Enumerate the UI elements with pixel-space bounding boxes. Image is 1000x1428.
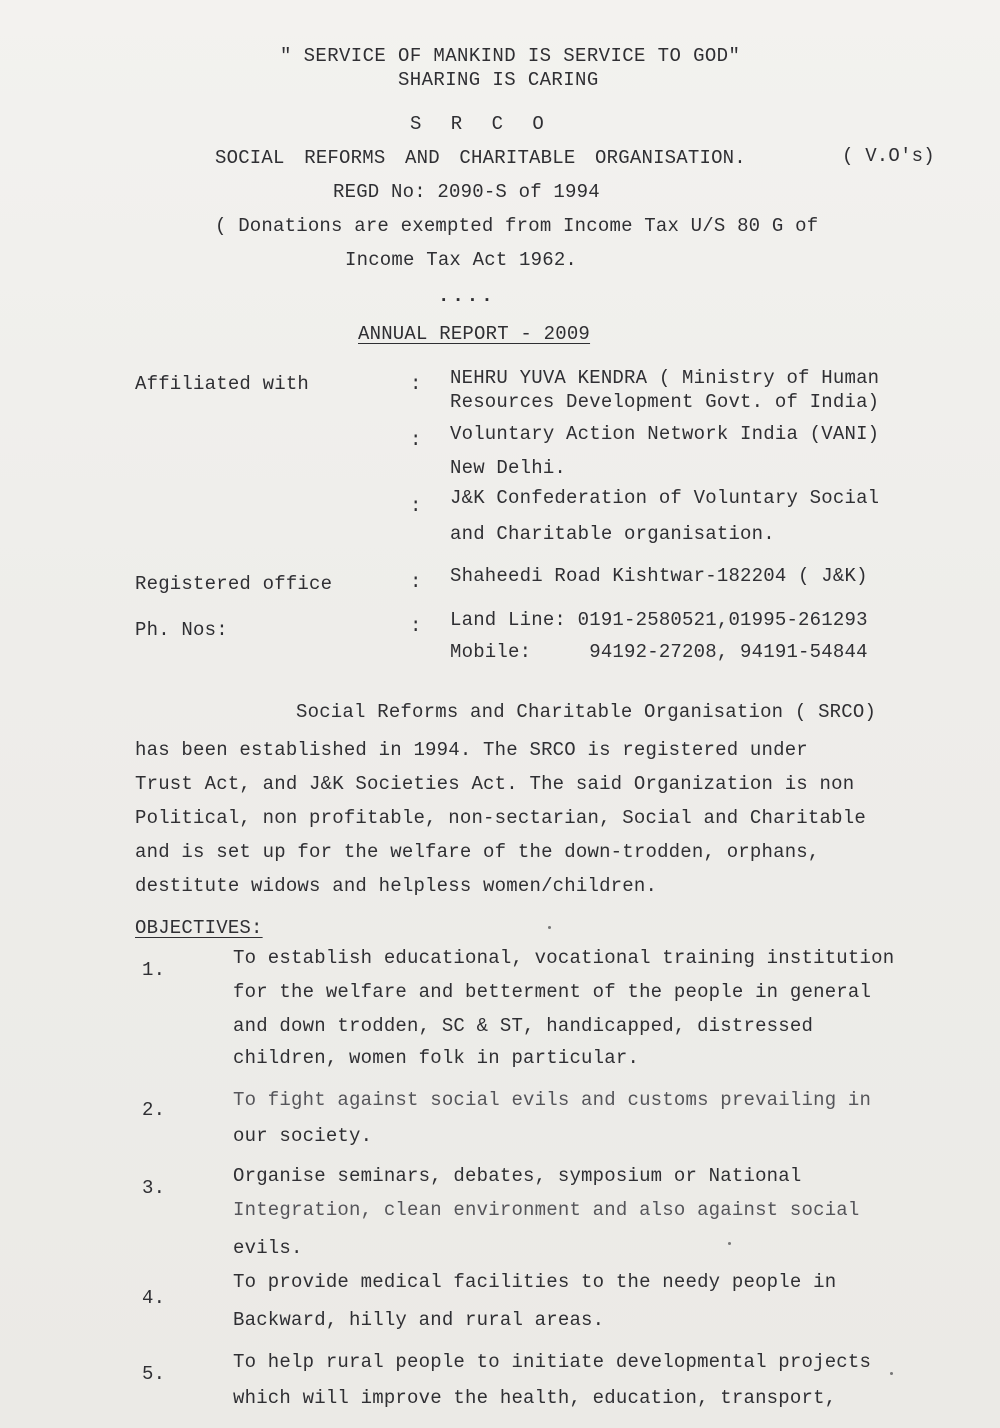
scan-speck (890, 1372, 893, 1375)
affiliation-1-line-1: NEHRU YUVA KENDRA ( Ministry of Human (450, 367, 880, 389)
affiliation-2-line-1: Voluntary Action Network India (VANI) (450, 423, 880, 445)
scan-speck (728, 1242, 731, 1245)
motto: " SERVICE OF MANKIND IS SERVICE TO GOD" (280, 45, 741, 67)
affiliation-2-line-2: New Delhi. (450, 457, 567, 479)
objective-3-line-2: Integration, clean environment and also against social (233, 1199, 860, 1221)
objective-1-line-1: To establish educational, vocational training institution (233, 947, 895, 969)
report-title: ANNUAL REPORT - 2009 (358, 323, 591, 345)
tax-exemption-line-2: Income Tax Act 1962. (345, 249, 578, 271)
affiliated-label: Affiliated with (135, 373, 310, 395)
org-name: SOCIAL REFORMS AND CHARITABLE ORGANISATION. (215, 147, 746, 169)
registered-office-label: Registered office (135, 573, 333, 595)
intro-line-1: Social Reforms and Charitable Organisation ( SRCO) (296, 701, 877, 723)
org-type: ( V.O's) (842, 145, 935, 167)
colon: : (410, 495, 422, 517)
objective-4-line-2: Backward, hilly and rural areas. (233, 1309, 605, 1331)
affiliation-3-line-2: and Charitable organisation. (450, 523, 775, 545)
intro-line-2: has been established in 1994. The SRCO is registered under (135, 739, 808, 761)
intro-line-5: and is set up for the welfare of the down-trodden, orphans, (135, 841, 820, 863)
mobile-numbers: Mobile: 94192-27208, 94191-54844 (450, 641, 868, 663)
objective-1-line-3: and down trodden, SC & ST, handicapped, distressed (233, 1015, 814, 1037)
scan-speck (548, 926, 551, 929)
landline-numbers: Land Line: 0191-2580521,01995-261293 (450, 609, 868, 631)
objectives-heading: OBJECTIVES: (135, 917, 263, 939)
colon: : (410, 571, 422, 593)
affiliation-3-line-1: J&K Confederation of Voluntary Social (450, 487, 880, 509)
colon: : (410, 373, 422, 395)
registration-number: REGD No: 2090-S of 1994 (333, 181, 600, 203)
intro-line-6: destitute widows and helpless women/children. (135, 875, 658, 897)
objective-2-number: 2. (142, 1099, 166, 1121)
org-acronym: S R C O (410, 113, 553, 135)
tagline: SHARING IS CARING (398, 69, 599, 91)
objective-5-line-1: To help rural people to initiate developmental projects (233, 1351, 872, 1373)
objective-2-line-1: To fight against social evils and customs prevailing in (233, 1089, 872, 1111)
objective-1-line-2: for the welfare and betterment of the people in general (233, 981, 872, 1003)
objective-3-line-1: Organise seminars, debates, symposium or National (233, 1165, 802, 1187)
colon: : (410, 615, 422, 637)
objective-1-number: 1. (142, 959, 166, 981)
intro-line-3: Trust Act, and J&K Societies Act. The said Organization is non (135, 773, 855, 795)
separator: .... (438, 285, 496, 307)
objective-4-number: 4. (142, 1287, 166, 1309)
tax-exemption-line-1: ( Donations are exempted from Income Tax U/S 80 G of (215, 215, 819, 237)
objective-3-line-3: evils. (233, 1237, 303, 1259)
objective-5-number: 5. (142, 1363, 166, 1385)
phone-label: Ph. Nos: (135, 619, 228, 641)
objective-1-line-4: children, women folk in particular. (233, 1047, 640, 1069)
objective-4-line-1: To provide medical facilities to the needy people in (233, 1271, 837, 1293)
intro-line-4: Political, non profitable, non-sectarian, Social and Charitable (135, 807, 866, 829)
colon: : (410, 429, 422, 451)
objective-3-number: 3. (142, 1177, 166, 1199)
registered-office-address: Shaheedi Road Kishtwar-182204 ( J&K) (450, 565, 868, 587)
objective-2-line-2: our society. (233, 1125, 373, 1147)
affiliation-1-line-2: Resources Development Govt. of India) (450, 391, 880, 413)
objective-5-line-2: which will improve the health, education, transport, (233, 1387, 837, 1409)
